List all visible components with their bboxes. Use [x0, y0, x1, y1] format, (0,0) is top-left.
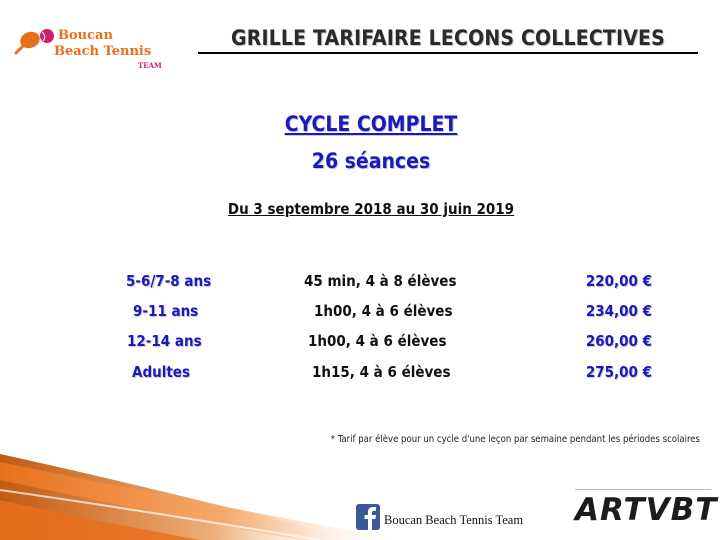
facebook-page-label[interactable]: Boucan Beach Tennis Team [384, 513, 524, 527]
session-details: 1h00, 4 à 6 élèves [314, 302, 453, 320]
table-row [0, 363, 720, 387]
brand-logo-text: ARTVBT [575, 492, 718, 528]
age-group: 9-11 ans [133, 302, 199, 320]
session-details: 1h00, 4 à 6 élèves [308, 332, 447, 350]
price: 275,00 € [585, 363, 652, 381]
artvbt-logo [575, 490, 718, 534]
cycle-title: CYCLE COMPLET [284, 112, 458, 136]
logo-text-line1: Boucan [58, 28, 113, 43]
price: 234,00 € [585, 302, 652, 320]
logo-text-line2: Beach Tennis [54, 44, 152, 59]
facebook-icon[interactable] [356, 504, 380, 530]
club-logo [14, 26, 174, 76]
decorative-swoosh [0, 440, 400, 540]
age-group: Adultes [132, 363, 190, 381]
age-group: 5-6/7-8 ans [126, 272, 212, 290]
footnote: * Tarif par élève pour un cycle d'une leçon par semaine pendant les périodes scolaires [330, 434, 700, 445]
price: 220,00 € [585, 272, 652, 290]
price: 260,00 € [585, 332, 652, 350]
tennis-racket-icon [14, 26, 58, 60]
table-row [0, 302, 720, 326]
logo-text-line3: TEAM [138, 61, 162, 70]
sessions-count: 26 séances [311, 149, 431, 173]
page-title: GRILLE TARIFAIRE LECONS COLLECTIVES [231, 26, 665, 50]
session-details: 45 min, 4 à 8 élèves [304, 272, 457, 290]
period-dates: Du 3 septembre 2018 au 30 juin 2019 [227, 200, 515, 218]
table-row [0, 272, 720, 296]
title-underline [198, 52, 698, 54]
session-details: 1h15, 4 à 6 élèves [312, 363, 451, 381]
age-group: 12-14 ans [127, 332, 202, 350]
table-row [0, 332, 720, 356]
